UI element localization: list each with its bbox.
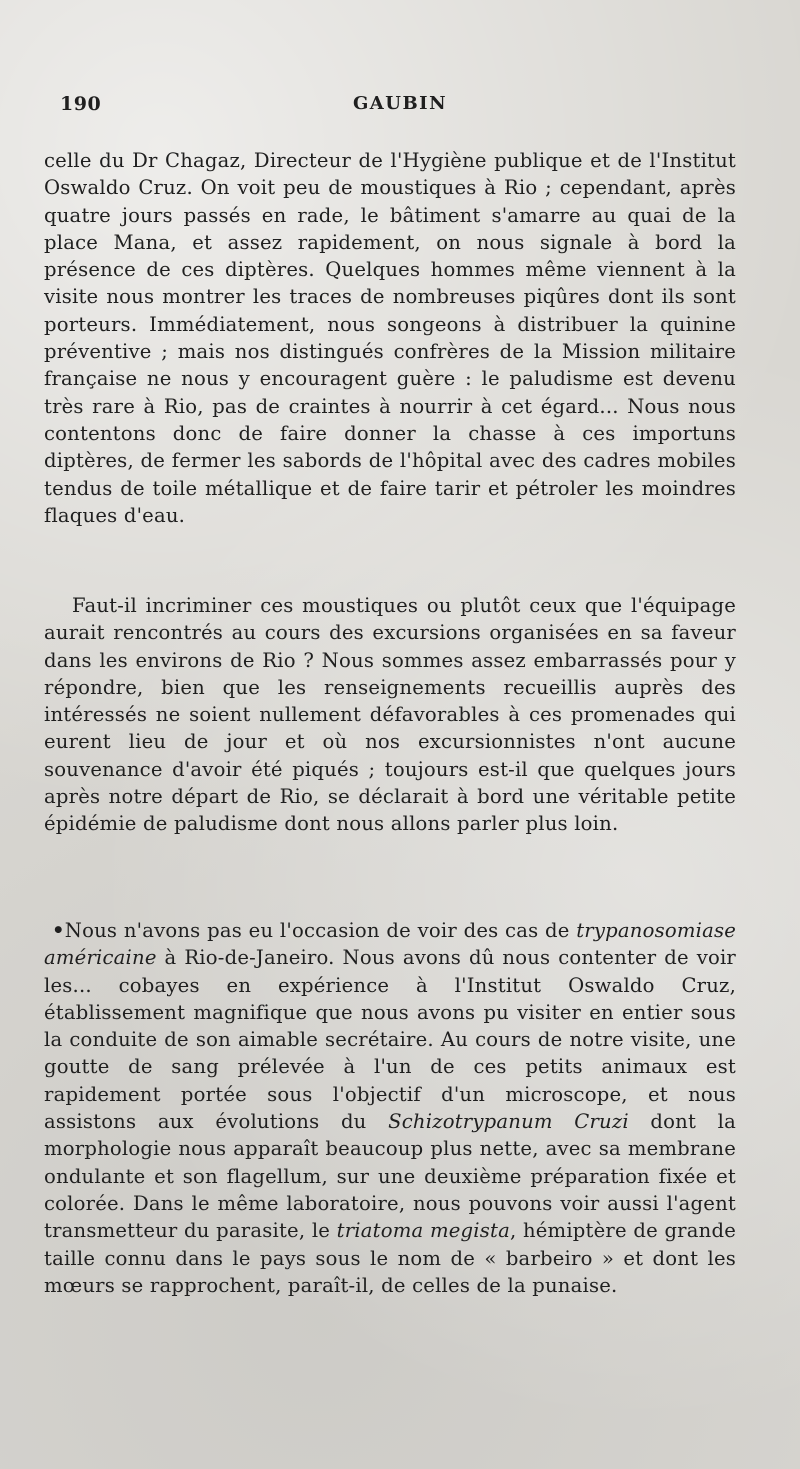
paragraph-3-segment: , hémiptère de grande taille connu dans le pays sous le nom de « barbeiro » et dont les mœurs se rapprochent, paraît-il, de celles de la punaise. (44, 1219, 736, 1297)
paragraph-3 (44, 917, 736, 1299)
italic-species: Schizotrypanum Cruzi (388, 1110, 629, 1134)
paragraph-1-text: celle du Dr Chagaz, Directeur de l'Hygiène publique et de l'Institut Oswaldo Cruz. On voit peu de moustiques à Rio ; cependant, après quatre jours passés en rade, le bâtiment s'amarre au quai de la place Mana, et assez rapidement, on nous signale à bord la présence de ces diptères. Quelques hommes même viennent à la visite nous montrer les traces de nombreuses piqûres dont ils sont porteurs. Immédiatement, nous songeons à distribuer la quinine préventive ; mais nos distingués confrères de la Mission militaire française ne nous y encouragent guère : le paludisme est devenu très rare à Rio, pas de craintes à nourrir à cet égard... Nous nous contentons donc de faire donner la chasse à ces importuns diptères, de fermer les sabords de l'hôpital avec des cadres mobiles tendus de toile métallique et de faire tarir et pétroler les moindres flaques d'eau. (44, 149, 736, 527)
running-head: GAUBIN (352, 93, 448, 114)
paragraph-1 (44, 147, 736, 529)
paragraph-3-segment: Nous n'avons pas eu l'occasion de voir des cas de (64, 919, 577, 942)
bullet-mark: • (52, 919, 65, 942)
paragraph-3-segment: dont la morphologie nous apparaît beaucoup plus nette, avec sa membrane ondulante et son flagellum, sur une deuxième préparation fixée et colorée. Dans le même laboratoire, nous pouvons voir aussi l'agent transmetteur du parasite, le (44, 1110, 736, 1243)
paragraph-3-text (44, 917, 736, 1299)
italic-species: triatoma megista (336, 1219, 510, 1243)
paragraph-2 (44, 592, 736, 838)
page-number: 190 (60, 93, 102, 115)
paragraph-3-segment: à Rio-de-Janeiro. Nous avons dû nous contenter de voir les... cobayes en expérience à l'Institut Oswaldo Cruz, établissement magnifique que nous avons pu visiter en entier sous la conduite de son aimable secrétaire. Au cours de notre visite, une goutte de sang prélevée à l'un de ces petits animaux est rapidement portée sous l'objectif d'un microscope, et nous assistons aux évolutions du (44, 946, 736, 1134)
italic-term: trypanosomiase américaine (44, 919, 736, 970)
page-header (50, 93, 750, 125)
paragraph-2-text: Faut-il incriminer ces moustiques ou plutôt ceux que l'équipage aurait rencontrés au cours des excursions organisées en sa faveur dans les environs de Rio ? Nous sommes assez embarrassés pour y répondre, bien que les renseignements recueillis auprès des intéressés ne soient nullement défavorables à ces promenades qui eurent lieu de jour et où nos excursionnistes n'ont aucune souvenance d'avoir été piqués ; toujours est-il que quelques jours après notre départ de Rio, se déclarait à bord une véritable petite épidémie de paludisme dont nous allons parler plus loin. (44, 594, 736, 836)
